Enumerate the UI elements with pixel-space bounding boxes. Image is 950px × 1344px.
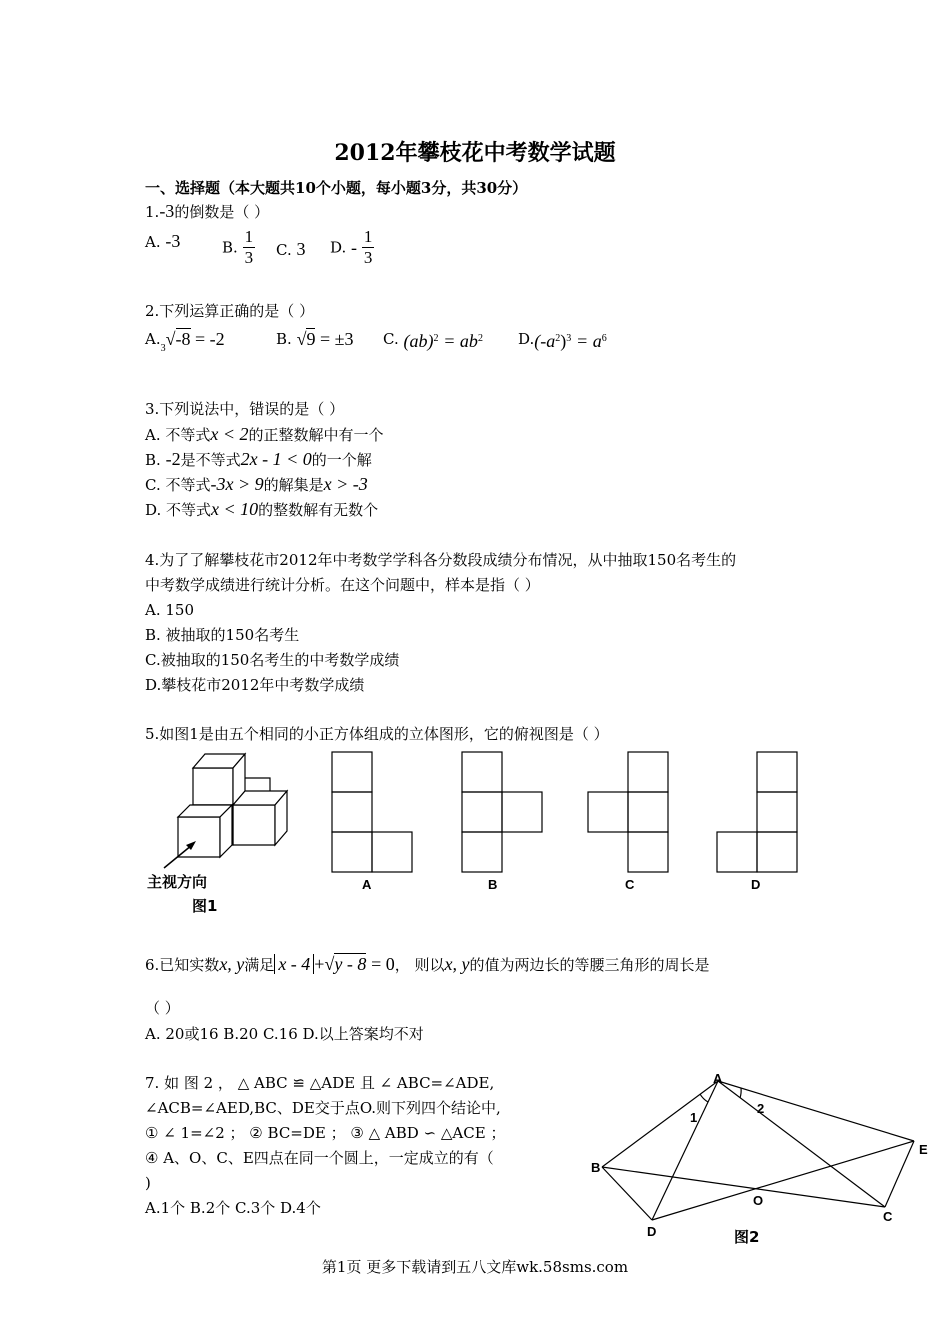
point-b-label: B [591, 1160, 601, 1175]
question-7-line-3: ① ∠ 1=∠2 ； ② BC=DE ； ③ △ ABD ∽ △ACE ； [145, 1124, 506, 1142]
figure-1-caption-direction: 主视方向 [147, 873, 208, 891]
question-4-option-d: D.攀枝花市2012年中考数学成绩 [145, 676, 365, 694]
point-d-label: D [647, 1224, 657, 1239]
question-4-line-1: 4.为了了解攀枝花市2012年中考数学学科各分数段成绩分布情况，从中抽取150名考生的 [145, 551, 737, 569]
point-e-label: E [919, 1142, 928, 1157]
q5-option-c-label: C [625, 877, 635, 892]
question-3-option-c: C. 不等式-3x > 9的解集是x > -3 [145, 474, 368, 494]
question-1-option-c: C. 3 [276, 239, 306, 259]
question-2-option-a: A.$^3$√-8 = -2 [145, 329, 225, 354]
question-2-stem: 2.下列运算正确的是（ ） [145, 302, 315, 320]
q5-option-d-label: D [751, 877, 761, 892]
figure-2-caption: 图2 [734, 1228, 760, 1246]
question-7-line-1: 7. 如 图 2 ， △ ABC ≌ △ADE 且 ∠ ABC=∠ADE, [145, 1074, 495, 1092]
question-7-options: A.1个 B.2个 C.3个 D.4个 [145, 1199, 321, 1217]
question-4-option-a: A. 150 [145, 601, 194, 619]
question-3-stem: 3.下列说法中，错误的是（ ） [145, 400, 345, 418]
q5-option-d-view [715, 750, 805, 875]
question-7-line-2: ∠ACB=∠AED,BC、DE交于点O.则下列四个结论中, [145, 1099, 501, 1117]
question-2-option-c: C. $(ab)^2 = ab^2$ [383, 330, 483, 351]
q5-option-c-view [586, 750, 676, 875]
figure-1-cubes [140, 750, 310, 890]
figure-1-caption: 图1 [192, 897, 218, 915]
question-7-line-4: ④ A、O、C、E四点在同一个圆上，一定成立的有（ [145, 1149, 494, 1167]
page-title: 2012年攀枝花中考数学试题 [334, 140, 616, 166]
angle-2-label: 2 [757, 1101, 765, 1116]
question-1-stem: 1.-3的倒数是（ ） [145, 201, 270, 221]
question-3-option-b: B. -2是不等式2x - 1 < 0的一个解 [145, 449, 372, 469]
section-heading: 一、选择题（本大题共10个小题，每小题3分，共30分） [145, 179, 528, 197]
question-4-option-b: B. 被抽取的150名考生 [145, 626, 300, 644]
q5-option-b-view [460, 750, 550, 875]
question-4-line-2: 中考数学成绩进行统计分析。在这个问题中，样本是指（ ） [145, 576, 540, 594]
question-6-paren: （ ） [145, 999, 180, 1017]
question-1-option-a: A. -3 [145, 231, 181, 251]
page-footer: 第1页 更多下载请到五八文库wk.58sms.com [321, 1258, 629, 1276]
question-7-line-5: ) [145, 1174, 151, 1192]
question-1-option-b: B. $\frac{1}{3}$ [222, 227, 254, 267]
q5-option-a-view [330, 750, 420, 875]
question-4-option-c: C.被抽取的150名考生的中考数学成绩 [145, 651, 400, 669]
point-a-label: A [713, 1071, 723, 1086]
point-c-label: C [883, 1209, 893, 1224]
q5-option-a-label: A [362, 877, 372, 892]
question-3-option-a: A. 不等式x < 2的正整数解中有一个 [145, 424, 384, 444]
question-5-stem: 5.如图1是由五个相同的小正方体组成的立体图形，它的俯视图是（ ） [145, 725, 609, 743]
q5-option-b-label: B [488, 877, 498, 892]
question-3-option-d: D. 不等式x < 10的整数解有无数个 [145, 499, 379, 519]
question-6-options: A. 20或16 B.20 C.16 D.以上答案均不对 [145, 1025, 424, 1043]
figure-2-geometry [580, 1065, 940, 1255]
question-2-option-b: B. √9 = ±3 [276, 329, 354, 349]
question-2-option-d: $D.(-a^2)^3 = a^6$ [518, 330, 607, 351]
question-6-stem: 6.已知实数x, y满足 x - 4 +√y - 8 = 0， 则以x, y的值为两边长的等腰三角形的周长是 [145, 954, 710, 974]
question-1-option-d: D. - $\frac{1}{3}$ [330, 227, 373, 267]
point-o-label: O [753, 1193, 764, 1208]
angle-1-label: 1 [690, 1110, 698, 1125]
